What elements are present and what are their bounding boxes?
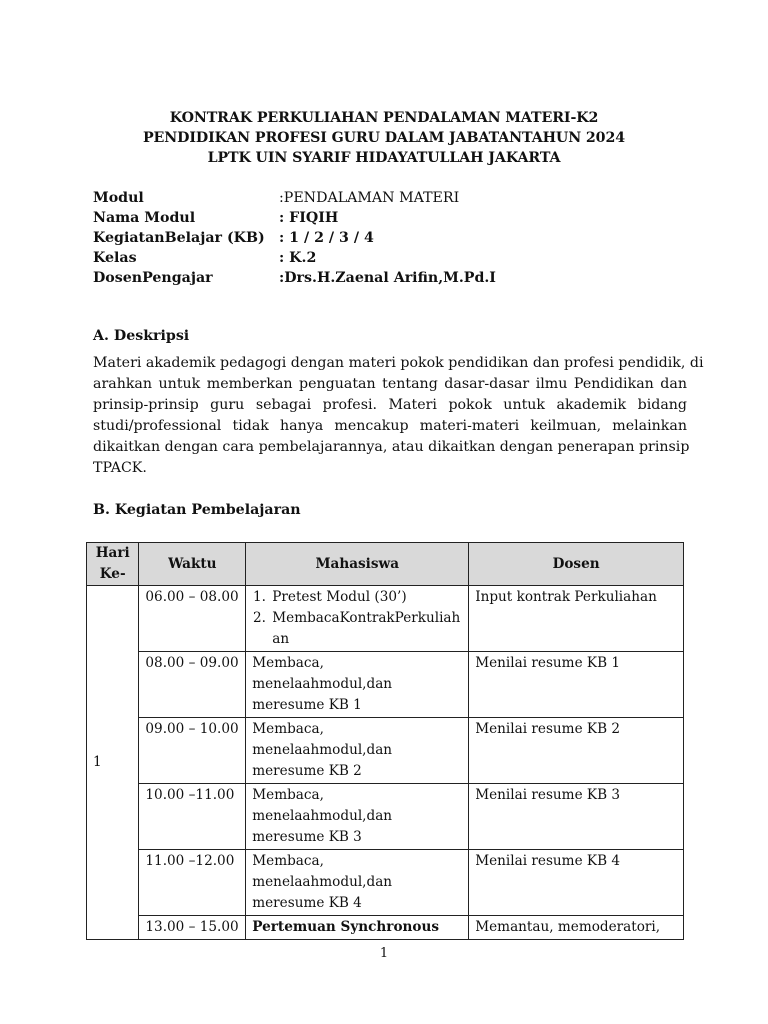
waktu-cell: 08.00 – 09.00 xyxy=(139,652,246,718)
dosen-cell: Menilai resume KB 2 xyxy=(469,718,684,784)
list-item: 2. MembacaKontrakPerkuliahan xyxy=(270,608,462,650)
mahasiswa-cell: Membaca, menelaahmodul,dan meresume KB 1 xyxy=(246,652,469,718)
description-line: Materi akademik pedagogi dengan materi pokok pendidikan dan profesi pendidik, di xyxy=(93,355,704,371)
waktu-cell: 11.00 –12.00 xyxy=(139,850,246,916)
description-line: arahkan untuk memberkan penguatan tentang dasar-dasar ilmu Pendidikan dan xyxy=(93,376,687,392)
dosen-cell: Menilai resume KB 1 xyxy=(469,652,684,718)
meta-value: : FIQIH xyxy=(279,210,339,226)
list-item: 1. Pretest Modul (30’) xyxy=(270,587,462,608)
description-line: dikaitkan dengan cara pembelajarannya, atau dikaitkan dengan penerapan prinsip xyxy=(93,439,690,455)
table-row xyxy=(87,916,684,940)
section-a-heading: A. Deskripsi xyxy=(93,328,190,344)
description-line: TPACK. xyxy=(93,460,147,476)
header-mahasiswa: Mahasiswa xyxy=(246,543,469,586)
table-row xyxy=(87,850,684,916)
section-a-description xyxy=(93,353,704,479)
meta-value: :PENDALAMAN MATERI xyxy=(279,190,460,206)
waktu-cell: 06.00 – 08.00 xyxy=(139,586,246,652)
page-number: 1 xyxy=(379,946,389,961)
meta-label: Modul xyxy=(93,190,144,206)
dosen-cell: Memantau, memoderatori, xyxy=(469,916,684,940)
mahasiswa-cell: Membaca, menelaahmodul,dan meresume KB 3 xyxy=(246,784,469,850)
header-waktu: Waktu xyxy=(139,543,246,586)
schedule-table xyxy=(86,542,684,940)
header-dosen: Dosen xyxy=(469,543,684,586)
dosen-cell: Input kontrak Perkuliahan xyxy=(469,586,684,652)
document-title-line-3: LPTK UIN SYARIF HIDAYATULLAH JAKARTA xyxy=(207,150,561,166)
dosen-cell: Menilai resume KB 4 xyxy=(469,850,684,916)
meta-label: DosenPengajar xyxy=(93,270,213,286)
hari-cell: 1 xyxy=(87,586,139,940)
waktu-cell: 09.00 – 10.00 xyxy=(139,718,246,784)
meta-value: : K.2 xyxy=(279,250,317,266)
waktu-cell: 13.00 – 15.00 xyxy=(139,916,246,940)
meta-value: :Drs.H.Zaenal Arifin,M.Pd.I xyxy=(279,270,496,286)
mahasiswa-cell: Pertemuan Synchronous xyxy=(246,916,469,940)
mahasiswa-cell xyxy=(246,586,469,652)
meta-label: Nama Modul xyxy=(93,210,196,226)
document-title-line-1: KONTRAK PERKULIAHAN PENDALAMAN MATERI-K2 xyxy=(169,110,599,126)
table-row xyxy=(87,718,684,784)
description-line: studi/professional tidak hanya mencakup materi-materi keilmuan, melainkan xyxy=(93,418,687,434)
header-hari: Hari Ke- xyxy=(87,543,139,586)
meta-label: Kelas xyxy=(93,250,137,266)
table-row xyxy=(87,784,684,850)
description-line: prinsip-prinsip guru sebagai profesi. Materi pokok untuk akademik bidang xyxy=(93,397,687,413)
document-title-line-2: PENDIDIKAN PROFESI GURU DALAM JABATANTAHUN 2024 xyxy=(142,130,626,146)
table-header-row xyxy=(87,543,684,586)
meta-value: : 1 / 2 / 3 / 4 xyxy=(279,230,374,246)
section-b-heading: B. Kegiatan Pembelajaran xyxy=(93,502,301,518)
meta-label: KegiatanBelajar (KB) xyxy=(93,230,265,246)
mahasiswa-cell: Membaca, menelaahmodul,dan meresume KB 2 xyxy=(246,718,469,784)
dosen-cell: Menilai resume KB 3 xyxy=(469,784,684,850)
table-row xyxy=(87,586,684,652)
waktu-cell: 10.00 –11.00 xyxy=(139,784,246,850)
mahasiswa-list xyxy=(250,587,462,650)
mahasiswa-cell: Membaca, menelaahmodul,dan meresume KB 4 xyxy=(246,850,469,916)
table-row xyxy=(87,652,684,718)
